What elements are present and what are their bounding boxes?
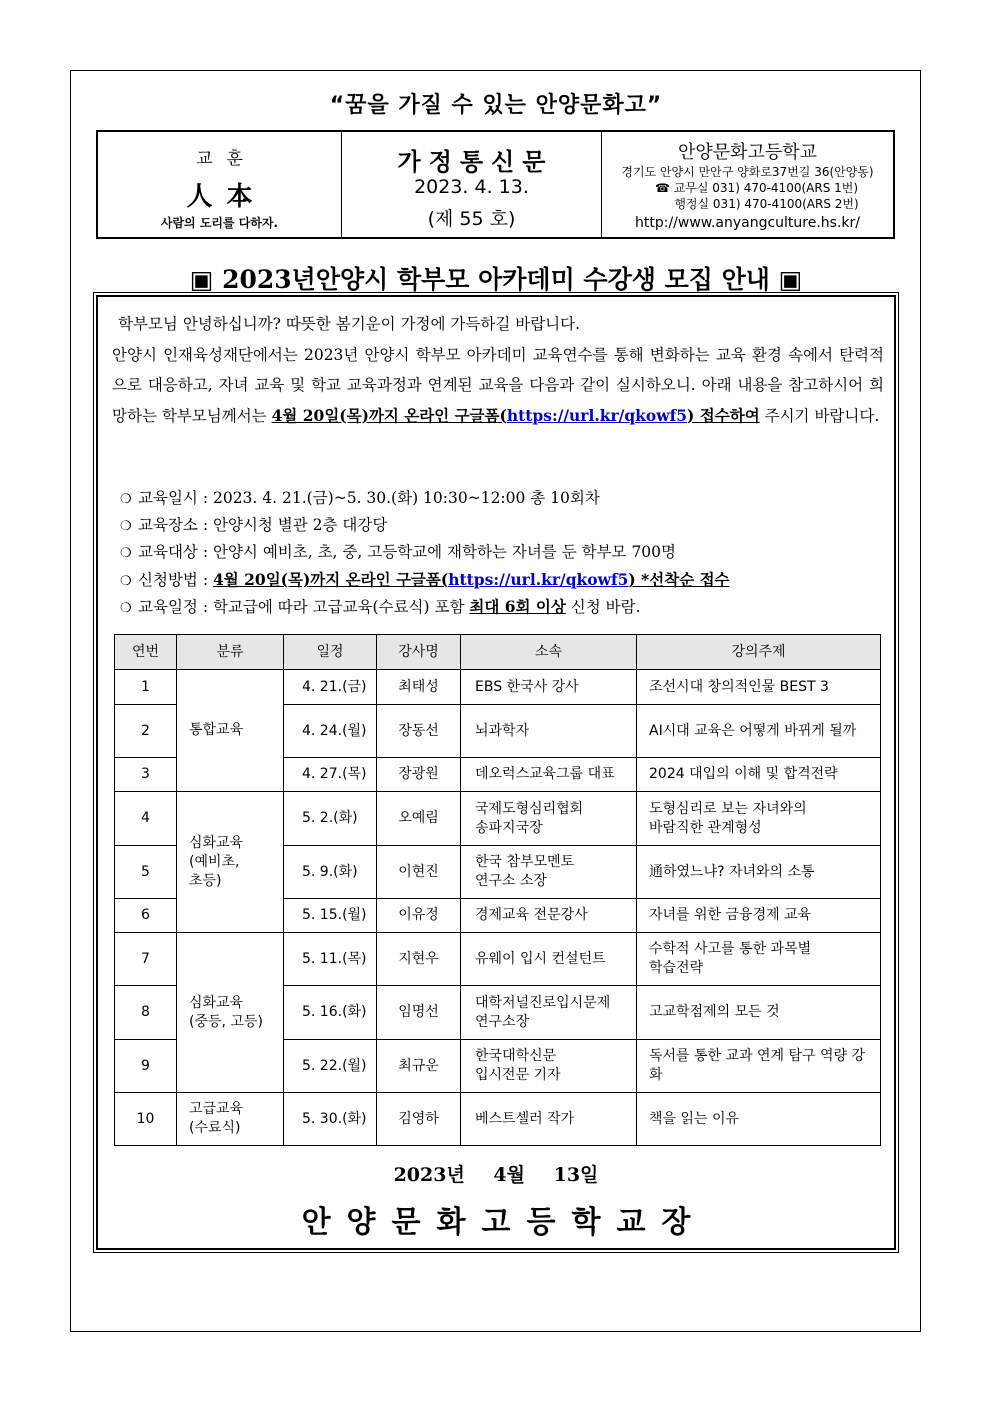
newsletter-date: 2023. 4. 13. [414,176,529,198]
application-emphasis [213,570,730,589]
date-cell: 4. 24.(월) [284,705,377,758]
deadline-text [272,406,760,425]
list-item-text: 교육일시 : 2023. 4. 21.(금)~5. 30.(화) 10:30~12:00 총 10회차 [138,489,600,507]
row-number: 4 [115,792,177,846]
lecturer-cell: 최규운 [377,1040,461,1093]
school-phone-admin: 행정실 031) 470-4100(ARS 2번) [674,197,859,211]
motto-label: 교훈 [196,149,257,169]
newsletter-issue: (제 55 호) [427,208,516,230]
school-website-link[interactable]: http://www.anyangculture.hs.kr/ [634,215,860,231]
topic-cell: 通하였느냐? 자녀와의 소통 [637,846,881,899]
affiliation-cell: 뇌과학자 [461,705,637,758]
lecturer-cell: 장광원 [377,758,461,792]
closing-text: 주시기 바랍니다. [759,406,880,425]
row-number: 5 [115,846,177,899]
list-item-plan [120,593,890,620]
motto-subtitle: 사람의 도리를 다하자. [160,216,279,230]
deadline-end: ) 접수하여 [687,405,760,425]
list-item-label: 교육일정 : 학교급에 따라 고급교육(수료식) 포함 [138,598,470,616]
school-address: 경기도 안양시 만안구 양화로37번길 36(안양동) [621,165,874,179]
date-cell: 5. 2.(화) [284,792,377,846]
intro-body-text: 안양시 인재육성재단에서는 2023년 안양시 학부모 아카데미 교육연수를 통해 변화하는 교육 환경 속에서 탄력적으로 대응하고, 자녀 교육 및 학교 교육과정과 연계된 교육을 다음과 같이 실시하오니. 아래 내용을 참고하시어 희망하는 학부모님께서는 [112,345,884,425]
newsletter-header [96,130,895,239]
column-header: 일정 [284,635,377,670]
topic-cell: 독서를 통한 교과 연계 탐구 역량 강화 [637,1040,881,1093]
school-phone-office: ☎ 교무실 031) 470-4100(ARS 1번) [654,181,859,195]
application-form-link[interactable]: https://url.kr/qkowf5 [448,570,629,589]
topic-cell: 책을 읽는 이유 [637,1093,881,1146]
column-header: 소속 [461,635,637,670]
list-item-application [120,566,890,593]
table-row [115,933,881,986]
deadline-start: 4월 20일(목)까지 온라인 구글폼( [271,405,507,425]
intro-body [112,340,884,432]
column-header: 강의주제 [637,635,881,670]
circle-bullet-icon: ❍ [120,546,132,561]
school-slogan: “꿈을 가질 수 있는 안양문화고” [329,93,663,118]
school-info-cell [602,132,893,237]
list-item-target [120,539,890,566]
affiliation-cell: 대학저널진로입시문제 연구소장 [461,986,637,1040]
date-cell: 5. 9.(화) [284,846,377,899]
row-number: 3 [115,758,177,792]
date-cell: 5. 30.(화) [284,1093,377,1146]
list-item-location [120,512,890,539]
topic-cell: 조선시대 창의적인물 BEST 3 [637,670,881,705]
topic-cell: 수학적 사고를 통한 과목별 학습전략 [637,933,881,986]
info-list [120,485,890,620]
affiliation-cell: 한국 참부모멘토 연구소 소장 [461,846,637,899]
lecturer-cell: 최태성 [377,670,461,705]
column-header: 연번 [115,635,177,670]
category-cell: 심화교육 (예비초, 초등) [177,792,284,933]
row-number: 1 [115,670,177,705]
issue-date: 2023년 4월 13일 [393,1164,599,1186]
newsletter-cell [342,132,602,237]
category-cell: 통합교육 [177,670,284,792]
date-cell: 5. 15.(월) [284,899,377,933]
row-number: 2 [115,705,177,758]
motto-cell [98,132,342,237]
google-form-link[interactable]: https://url.kr/qkowf5 [506,405,688,425]
row-number: 8 [115,986,177,1040]
circle-bullet-icon: ❍ [120,601,132,616]
category-cell: 고급교육 (수료식) [177,1093,284,1146]
page-title: ▣ 2023년안양시 학부모 아카데미 수강생 모집 안내 ▣ [189,265,803,294]
greeting-text: 학부모님 안녕하십니까? 따뜻한 봄기운이 가정에 가득하길 바랍니다. [118,315,581,333]
date-cell: 4. 27.(목) [284,758,377,792]
circle-bullet-icon: ❍ [120,519,132,534]
plan-emphasis: 최대 6회 이상 [469,597,566,616]
affiliation-cell: 경제교육 전문강사 [461,899,637,933]
lecturer-cell: 이유정 [377,899,461,933]
date-cell: 5. 11.(목) [284,933,377,986]
topic-cell: 자녀를 위한 금융경제 교육 [637,899,881,933]
circle-bullet-icon: ❍ [120,574,132,589]
affiliation-cell: EBS 한국사 강사 [461,670,637,705]
lecturer-cell: 김영하 [377,1093,461,1146]
lecture-schedule-table [114,634,881,1146]
date-cell: 5. 22.(월) [284,1040,377,1093]
intro-paragraph [112,309,884,431]
circle-bullet-icon: ❍ [120,492,132,507]
topic-cell: 도형심리로 보는 자녀와의 바람직한 관계형성 [637,792,881,846]
column-header: 분류 [177,635,284,670]
row-number: 6 [115,899,177,933]
lecturer-cell: 지현우 [377,933,461,986]
topic-cell: AI시대 교육은 어떻게 바뀌게 될까 [637,705,881,758]
plan-tail: 신청 바람. [565,598,641,616]
row-number: 10 [115,1093,177,1146]
affiliation-cell: 유웨이 입시 컨설턴트 [461,933,637,986]
affiliation-cell: 국제도형심리협회 송파지국장 [461,792,637,846]
lecturer-cell: 장동선 [377,705,461,758]
table-row [115,1093,881,1146]
table-row [115,670,881,705]
application-note: ) *선착순 접수 [628,570,730,589]
list-item-label: 신청방법 : [138,571,213,589]
topic-cell: 2024 대입의 이해 및 합격전략 [637,758,881,792]
list-item-text: 교육장소 : 안양시청 별관 2층 대강당 [138,516,388,534]
date-cell: 4. 21.(금) [284,670,377,705]
newsletter-title: 가정통신문 [397,148,554,176]
lecturer-cell: 오예림 [377,792,461,846]
affiliation-cell: 한국대학신문 입시전문 기자 [461,1040,637,1093]
list-item-schedule [120,485,890,512]
category-cell: 심화교육 (중등, 고등) [177,933,284,1093]
school-name: 안양문화고등학교 [677,142,818,163]
affiliation-cell: 데오럭스교육그룹 대표 [461,758,637,792]
table-row [115,792,881,846]
column-header: 강사명 [377,635,461,670]
topic-cell: 고교학점제의 모든 것 [637,986,881,1040]
table-header-row [115,635,881,670]
row-number: 7 [115,933,177,986]
row-number: 9 [115,1040,177,1093]
principal-signature: 안양문화고등학교장 [301,1205,707,1240]
list-item-text: 교육대상 : 안양시 예비초, 초, 중, 고등학교에 재학하는 자녀를 둔 학부모 700명 [138,543,677,561]
application-deadline: 4월 20일(목)까지 온라인 구글폼( [212,570,449,589]
lecturer-cell: 이현진 [377,846,461,899]
date-cell: 5. 16.(화) [284,986,377,1040]
lecturer-cell: 임명선 [377,986,461,1040]
notice-body [96,295,896,1250]
school-motto: 人本 [186,182,267,212]
affiliation-cell: 베스트셀러 작가 [461,1093,637,1146]
